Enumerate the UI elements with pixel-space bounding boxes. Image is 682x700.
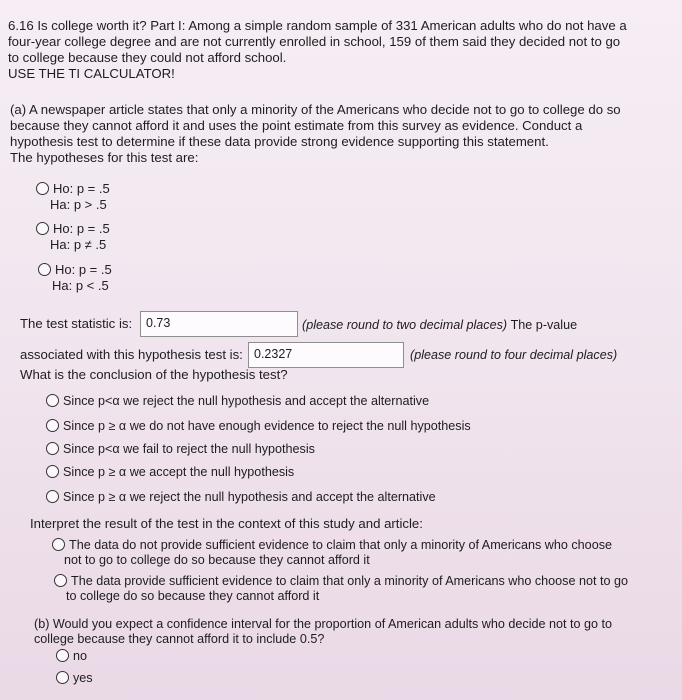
- part-b-option-yes[interactable]: [56, 670, 93, 686]
- interpret-question: Interpret the result of the test in the context of this study and article:: [30, 516, 423, 531]
- conclusion-option-3[interactable]: [46, 441, 315, 457]
- intro-line-3: to college because they could not afford school.: [8, 50, 287, 65]
- h0-text: Ho: p = .5: [53, 181, 110, 196]
- hypothesis-option-2[interactable]: [36, 221, 110, 253]
- part-b-line-1: (b) Would you expect a confidence interval for the proportion of American adults who decide not to go to: [34, 617, 613, 631]
- ha-text: Ha: p > .5: [50, 197, 107, 212]
- radio-button[interactable]: [46, 442, 59, 455]
- part-a-line-1: (a) A newspaper article states that only a minority of the Americans who decide not to go to college do so: [10, 102, 621, 117]
- conclusion-option-4[interactable]: [46, 464, 294, 480]
- p-value-label: associated with this hypothesis test is:: [20, 347, 243, 362]
- p-value-lead: The p-value: [510, 318, 578, 332]
- test-statistic-round-hint: (please round to two decimal places): [302, 318, 508, 332]
- option-text: Since p ≥ α we do not have enough evidence to reject the null hypothesis: [63, 419, 471, 433]
- conclusion-option-5[interactable]: [46, 489, 436, 505]
- radio-button[interactable]: [56, 649, 69, 662]
- part-b-line-2: college because they cannot afford it to include 0.5?: [34, 632, 325, 646]
- ha-text: Ha: p ≠ .5: [50, 237, 107, 252]
- option-text: yes: [73, 671, 93, 685]
- option-text: Since p<α we fail to reject the null hypothesis: [63, 442, 315, 456]
- conclusion-question: What is the conclusion of the hypothesis test?: [20, 367, 288, 382]
- conclusion-option-1[interactable]: [46, 393, 429, 409]
- radio-button[interactable]: [36, 222, 49, 235]
- option-text-continued: to college do so because they cannot afford it: [66, 589, 320, 603]
- radio-button[interactable]: [38, 263, 51, 276]
- conclusion-option-2[interactable]: [46, 418, 471, 434]
- h0-text: Ho: p = .5: [53, 221, 110, 236]
- interpret-option-1[interactable]: [52, 538, 652, 568]
- intro-line-4: USE THE TI CALCULATOR!: [8, 66, 175, 81]
- option-text-continued: not to go to college do so because they cannot afford it: [64, 553, 370, 567]
- p-value-input[interactable]: 0.2327: [248, 342, 404, 368]
- radio-button[interactable]: [46, 465, 59, 478]
- hypothesis-option-1[interactable]: [36, 181, 110, 213]
- radio-button[interactable]: [46, 490, 59, 503]
- radio-button[interactable]: [52, 538, 65, 551]
- test-statistic-input[interactable]: 0.73: [140, 311, 298, 337]
- radio-button[interactable]: [46, 394, 59, 407]
- radio-button[interactable]: [54, 574, 67, 587]
- part-a-line-2: because they cannot afford it and uses the point estimate from this survey as evidence. Conduct a: [10, 118, 583, 133]
- ha-text: Ha: p < .5: [52, 278, 109, 293]
- test-statistic-hint: [302, 318, 577, 332]
- option-text: no: [73, 649, 88, 663]
- option-text: The data provide sufficient evidence to claim that only a minority of Americans who choose not to go: [71, 574, 628, 588]
- interpret-option-2[interactable]: [54, 574, 654, 604]
- test-statistic-label: The test statistic is:: [20, 316, 133, 331]
- part-b-option-no[interactable]: [56, 648, 87, 664]
- intro-line-1: 6.16 Is college worth it? Part I: Among a simple random sample of 331 American adults who do not have a: [8, 18, 627, 33]
- problem-intro: [8, 18, 668, 82]
- h0-text: Ho: p = .5: [55, 262, 112, 277]
- intro-line-2: four-year college degree and are not currently enrolled in school, 159 of them said they decided not to go: [8, 34, 621, 49]
- option-text: Since p<α we reject the null hypothesis and accept the alternative: [63, 394, 430, 408]
- p-value-hint: (please round to four decimal places): [410, 348, 618, 362]
- radio-button[interactable]: [36, 182, 49, 195]
- radio-button[interactable]: [56, 671, 69, 684]
- option-text: The data do not provide sufficient evidence to claim that only a minority of Americans who choose: [69, 538, 612, 552]
- radio-button[interactable]: [46, 419, 59, 432]
- part-a-line-4: The hypotheses for this test are:: [10, 150, 199, 165]
- hypothesis-option-3[interactable]: [38, 262, 112, 294]
- option-text: Since p ≥ α we reject the null hypothesis and accept the alternative: [63, 490, 436, 504]
- part-b-prompt: [34, 617, 654, 647]
- option-text: Since p ≥ α we accept the null hypothesis: [63, 465, 295, 479]
- part-a-line-3: hypothesis test to determine if these data provide strong evidence supporting this statement.: [10, 134, 549, 149]
- part-a-prompt: [10, 102, 670, 166]
